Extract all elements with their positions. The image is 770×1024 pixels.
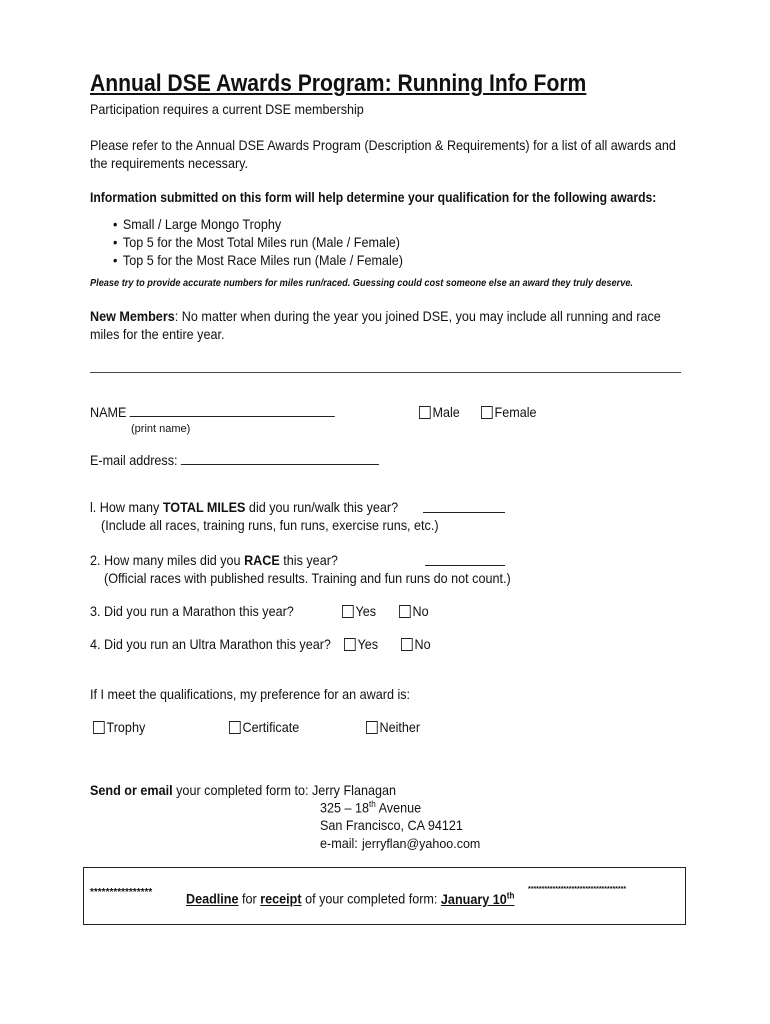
gender-male-option[interactable] bbox=[419, 404, 460, 420]
q1-note: (Include all races, training runs, fun runs, exercise runs, etc.) bbox=[101, 517, 439, 533]
membership-note: Participation requires a current DSE membership bbox=[90, 101, 364, 117]
neither-checkbox[interactable] bbox=[366, 721, 378, 734]
email-row bbox=[90, 452, 379, 468]
award-item: • Small / Large Mongo Trophy bbox=[113, 215, 403, 233]
address-sup: th bbox=[369, 799, 376, 809]
deadline-date-sup: th bbox=[506, 890, 515, 900]
qualification-heading: Information submitted on this form will help determine your qualification for the following awards: bbox=[90, 190, 657, 205]
send-email bbox=[320, 835, 480, 851]
marathon-no-label: No bbox=[412, 603, 429, 619]
name-label: NAME bbox=[90, 404, 127, 420]
preference-trophy-option[interactable] bbox=[93, 719, 145, 735]
award-item: • Top 5 for the Most Race Miles run (Male / Female) bbox=[113, 251, 403, 269]
q2-note: (Official races with published results. Training and fun runs do not count.) bbox=[104, 570, 511, 586]
question-marathon: 3. Did you run a Marathon this year? bbox=[90, 603, 294, 619]
race-miles-field[interactable] bbox=[425, 553, 505, 566]
deadline-word: Deadline bbox=[186, 890, 239, 907]
address-number: 325 – 18 bbox=[320, 799, 370, 816]
name-field[interactable] bbox=[130, 404, 335, 417]
name-row bbox=[90, 404, 335, 420]
deadline-text bbox=[186, 890, 514, 907]
send-city: San Francisco, CA 94121 bbox=[320, 817, 463, 833]
send-email-value[interactable]: jerryflan@yahoo.com bbox=[362, 837, 481, 851]
total-miles-field[interactable] bbox=[423, 500, 505, 513]
marathon-yes-checkbox[interactable] bbox=[342, 605, 354, 618]
marathon-yes-option[interactable] bbox=[342, 603, 376, 619]
male-checkbox[interactable] bbox=[419, 406, 431, 419]
q1-emphasis: TOTAL MILES bbox=[162, 499, 246, 515]
deadline-for: for bbox=[238, 890, 261, 907]
certificate-checkbox[interactable] bbox=[229, 721, 241, 734]
q1-prefix: l. How many bbox=[90, 499, 163, 515]
new-members-text: : No matter when during the year you joined DSE, you may include all running and race bbox=[174, 308, 661, 324]
preference-certificate-option[interactable] bbox=[229, 719, 299, 735]
trophy-checkbox[interactable] bbox=[93, 721, 105, 734]
ultra-yes-checkbox[interactable] bbox=[344, 638, 356, 651]
q1-suffix: did you run/walk this year? bbox=[245, 499, 399, 515]
marathon-yes-label: Yes bbox=[355, 603, 377, 619]
email-field[interactable] bbox=[181, 452, 379, 465]
name-hint: (print name) bbox=[131, 423, 191, 435]
question-race-miles bbox=[90, 552, 338, 568]
award-item: • Top 5 for the Most Total Miles run (Male / Female) bbox=[113, 233, 403, 251]
page-title: Annual DSE Awards Program: Running Info Form bbox=[90, 70, 587, 97]
preference-neither-option[interactable] bbox=[366, 719, 420, 735]
address-street: Avenue bbox=[375, 799, 422, 816]
deadline-date bbox=[441, 891, 515, 907]
awards-list bbox=[113, 215, 435, 269]
deadline-stars-right: ************************************ bbox=[528, 886, 627, 893]
trophy-label: Trophy bbox=[106, 719, 146, 735]
deadline-stars-left: **************** bbox=[90, 887, 153, 898]
intro-line-1: Please refer to the Annual DSE Awards Program (Description & Requirements) for a list of all awards and bbox=[90, 137, 676, 153]
send-label: Send or email bbox=[90, 782, 173, 798]
intro-line-2: the requirements necessary. bbox=[90, 155, 249, 171]
marathon-no-checkbox[interactable] bbox=[399, 605, 411, 618]
q2-emphasis: RACE bbox=[244, 552, 280, 568]
preference-prompt: If I meet the qualifications, my preference for an award is: bbox=[90, 686, 411, 702]
new-members-line-2: miles for the entire year. bbox=[90, 326, 225, 342]
marathon-no-option[interactable] bbox=[399, 603, 429, 619]
email-label: E-mail address: bbox=[90, 452, 178, 468]
send-address bbox=[320, 799, 421, 816]
ultra-yes-label: Yes bbox=[357, 636, 379, 652]
ultra-no-option[interactable] bbox=[401, 636, 431, 652]
new-members-line-1 bbox=[90, 308, 661, 324]
q2-prefix: 2. How many miles did you bbox=[90, 552, 245, 568]
female-checkbox[interactable] bbox=[481, 406, 493, 419]
gender-female-option[interactable] bbox=[481, 404, 537, 420]
ultra-no-checkbox[interactable] bbox=[401, 638, 413, 651]
divider bbox=[90, 372, 681, 373]
female-label: Female bbox=[494, 404, 537, 420]
accuracy-note: Please try to provide accurate numbers for miles run/raced. Guessing could cost someone else an award they truly deserve. bbox=[90, 278, 634, 289]
send-line bbox=[90, 782, 396, 798]
deadline-middle: of your completed form: bbox=[301, 890, 441, 907]
male-label: Male bbox=[432, 404, 460, 420]
ultra-no-label: No bbox=[414, 636, 431, 652]
question-ultra-marathon: 4. Did you run an Ultra Marathon this year? bbox=[90, 636, 331, 652]
new-members-label: New Members bbox=[90, 308, 175, 324]
deadline-date-text: January 10 bbox=[440, 890, 507, 907]
send-text: your completed form to: Jerry Flanagan bbox=[172, 782, 397, 798]
send-email-label: e-mail: bbox=[320, 835, 358, 851]
ultra-yes-option[interactable] bbox=[344, 636, 378, 652]
neither-label: Neither bbox=[379, 719, 421, 735]
receipt-word: receipt bbox=[260, 890, 302, 907]
q2-suffix: this year? bbox=[279, 552, 338, 568]
certificate-label: Certificate bbox=[242, 719, 300, 735]
question-total-miles bbox=[90, 499, 398, 515]
